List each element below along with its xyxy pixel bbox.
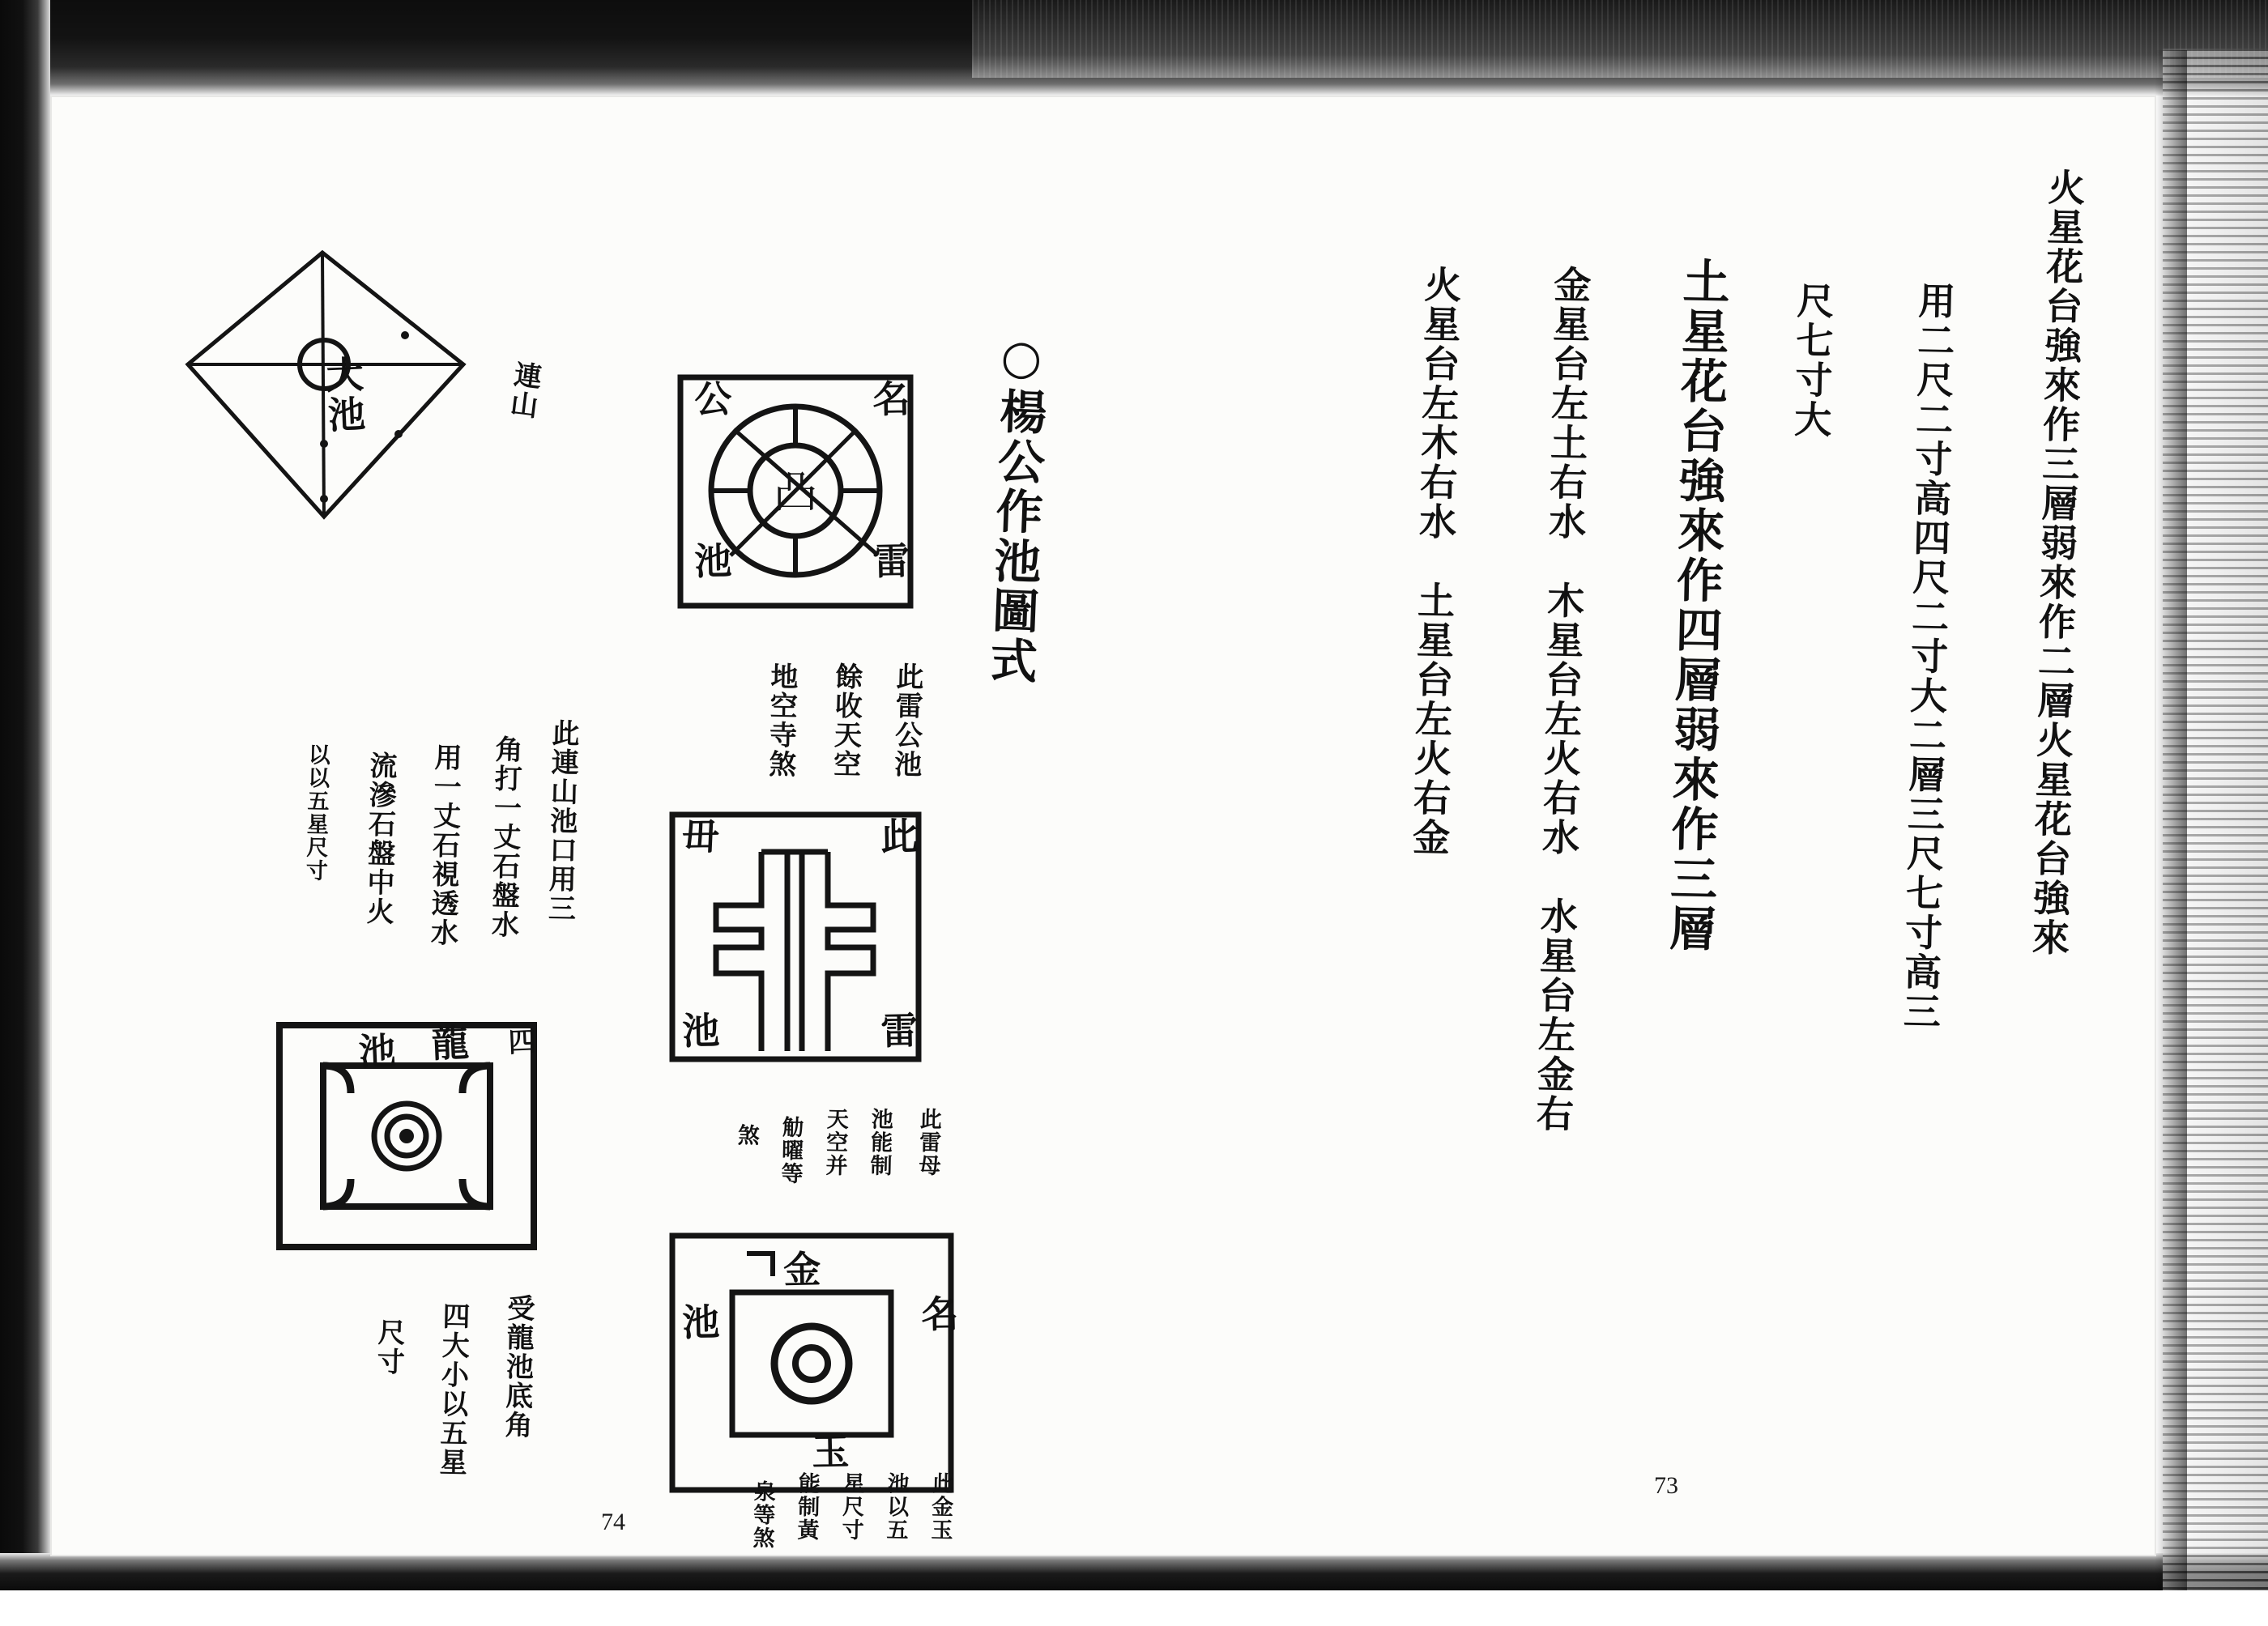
figure4-caption-2: 池以五: [882, 1471, 910, 1542]
figure3-caption-3: 天空并: [821, 1107, 849, 1177]
figure-longchi-pond: [273, 1019, 540, 1254]
figure1-label-lianshan: 連山: [503, 359, 544, 421]
figure4-label-jin: 金: [777, 1249, 822, 1290]
right-column-1: 火星花台強來作三層弱來作二層火星花台強來: [2026, 167, 2087, 959]
scan-edge-top: [0, 0, 2268, 96]
page-paper: [50, 96, 2156, 1556]
figure5-caption-2: 四大小以五星: [433, 1301, 471, 1478]
left-page: [50, 96, 1168, 1556]
figure1-caption-5: 以以五星尺寸: [301, 743, 330, 883]
left-page-heading: ○楊公作池圖式: [981, 328, 1050, 687]
scan-edge-left: [0, 0, 50, 1590]
figure2-caption-3: 地空寺煞: [763, 662, 799, 780]
figure2-caption-1: 此雷公池: [889, 662, 924, 780]
figure5-label-si: 四: [502, 1026, 536, 1058]
folio-left: 74: [601, 1509, 625, 1535]
right-column-6: 火星台左木右水 土星台左火右金: [1406, 264, 1463, 858]
figure3-label-mu: 毌: [676, 815, 721, 857]
figure4-label-ming: 名: [914, 1293, 960, 1334]
scan-edge-bottom: [0, 1553, 2268, 1590]
figure3-label-chi: 池: [676, 1010, 721, 1051]
figure4-caption-1: 此金玉: [927, 1471, 954, 1542]
figure5-label-chi: 池: [352, 1030, 398, 1072]
figure2-label-lei: 雷: [866, 540, 911, 581]
figure2-caption-2: 餘收天空: [828, 662, 863, 780]
figure2-label-chi: 池: [688, 540, 733, 581]
book-gutter-shadow: [2155, 50, 2187, 1590]
figure4-label-chi: 池: [676, 1301, 721, 1343]
svg-text:凸: 凸: [774, 466, 817, 517]
figure3-caption-4: 觔曜等: [777, 1115, 804, 1185]
figure4-caption-3: 星尺寸: [838, 1471, 865, 1542]
figure1-caption-3: 用一丈石視透水: [425, 743, 463, 948]
folio-right: 73: [1654, 1472, 1678, 1499]
right-column-4: 土星花台強來作四層弱來作三層: [1660, 256, 1730, 955]
figure1-caption-4: 流滲石盤中火: [360, 751, 398, 927]
right-page: [1168, 96, 2156, 1556]
figure2-label-ming: 名: [866, 378, 911, 419]
figure2-label-gong: 公: [688, 378, 733, 419]
figure3-caption-2: 池能制: [866, 1107, 893, 1177]
figure1-caption-2: 角打一丈石盤水: [486, 734, 523, 940]
right-column-5: 金星台左土右水 木星台左火右水 水星台左金右: [1530, 264, 1592, 1134]
figure4-label-yu: 玉: [805, 1431, 850, 1472]
right-column-2: 用二尺二寸高四尺二寸大二層三尺七寸高三: [1897, 280, 1957, 1032]
figure5-caption-3: 尺寸: [371, 1317, 406, 1377]
figure5-caption-1: 受龍池底角: [499, 1293, 535, 1441]
right-column-3: 尺七寸大: [1788, 280, 1835, 441]
figure1-caption-1: 此連山池口用三: [543, 718, 580, 924]
figure1-label-dachi: 大池: [319, 354, 367, 436]
figure5-label-long: 龍: [424, 1022, 471, 1064]
figure3-caption-1: 此雷母: [914, 1107, 942, 1177]
figure3-caption-5: 煞: [733, 1123, 760, 1147]
figure3-label-ci: 此: [874, 815, 919, 857]
figure4-caption-4: 能制黃: [793, 1471, 821, 1542]
figure4-caption-5: 泉等煞: [748, 1479, 776, 1550]
figure3-label-lei: 雷: [874, 1010, 919, 1051]
